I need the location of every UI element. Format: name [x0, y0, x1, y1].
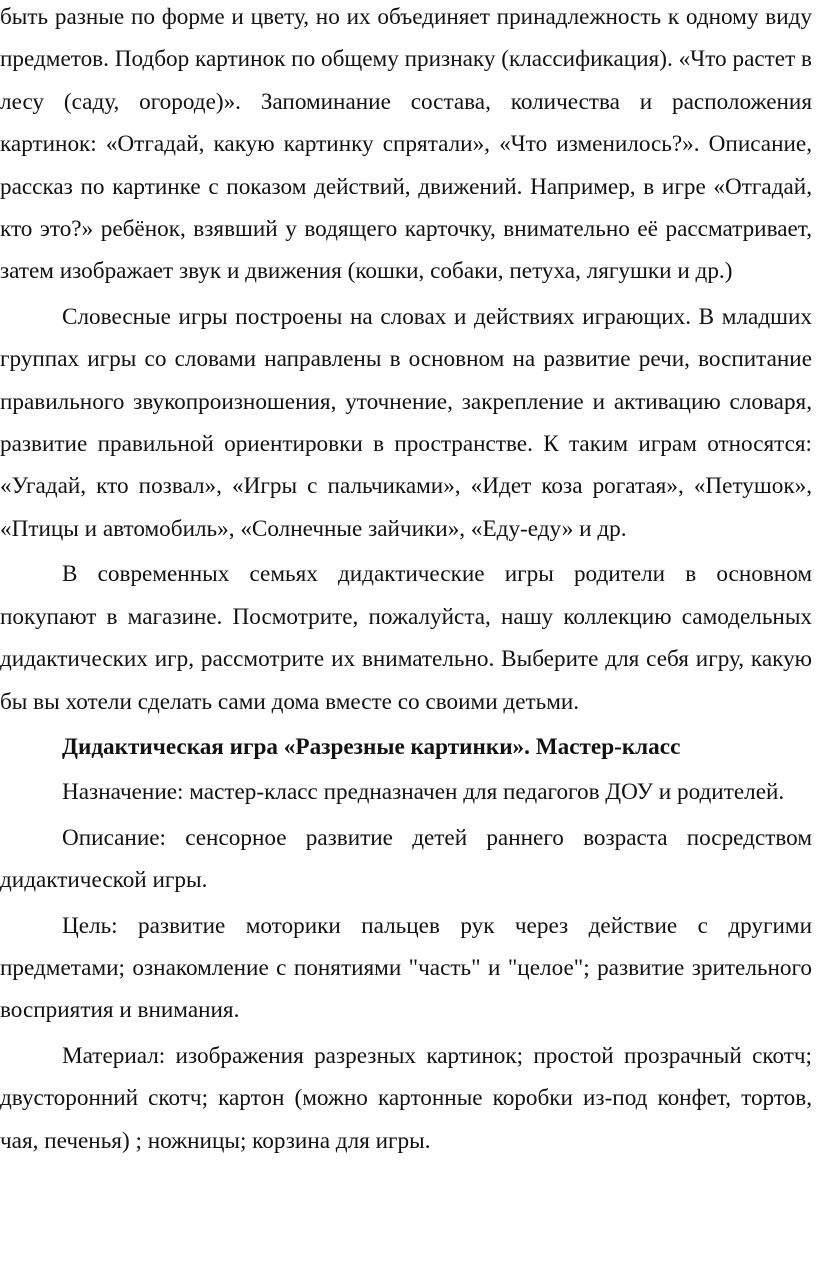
section-heading: Дидактическая игра «Разрезные картинки». Мастер-класс	[62, 733, 681, 760]
paragraph-purpose: Назначение: мастер-класс предназначен для педагогов ДОУ и родителей.	[62, 779, 785, 806]
paragraph-word-games: Словесные игры построены на словах и действиях играющих. В младших группах игры со словами направлены в основном на развитие речи, воспитание правильного звукопроизношения, уточнение, закрепление и активацию словаря, развитие правильной ориентировки в пространстве. К таким играм относятся: «Угадай, кто позвал», «Игры с пальчиками», «Идет коза рогатая», «Петушок», «Птицы и автомобиль», «Солнечные зайчики», «Еду-еду» и др.	[0, 303, 812, 542]
paragraph-description: Описание: сенсорное развитие детей раннего возраста посредством дидактической игры.	[0, 824, 812, 894]
paragraph-continuation: быть разные по форме и цвету, но их объединяет принадлежность к одному виду предметов. Подбор картинок по общему признаку (классификация). «Что растет в лесу (саду, огороде)». Запоминание состава, количества и расположения картинок: «Отгадай, какую картинку спрятали», «Что изменилось?». Описание, рассказ по картинке с показом действий, движений. Например, в игре «Отгадай, кто это?» ребёнок, взявший у водящего карточку, внимательно её рассматривает, затем изображает звук и движения (кошки, собаки, петуха, лягушки и др.)	[0, 4, 812, 285]
paragraph-modern-families: В современных семьях дидактические игры родители в основном покупают в магазине. Посмотрите, пожалуйста, нашу коллекцию самодельных дидактических игр, рассмотрите их внимательно. Выберите для себя игру, какую бы вы хотели сделать сами дома вместе со своими детьми.	[0, 561, 812, 715]
paragraph-materials: Материал: изображения разрезных картинок; простой прозрачный скотч; двусторонний скотч; картон (можно картонные коробки из-под конфет, тортов, чая, печенья) ; ножницы; корзина для игры.	[0, 1042, 812, 1154]
paragraph-goal: Цель: развитие моторики пальцев рук через действие с другими предметами; ознакомление с понятиями "часть" и "целое"; развитие зрительного восприятия и внимания.	[0, 912, 812, 1024]
